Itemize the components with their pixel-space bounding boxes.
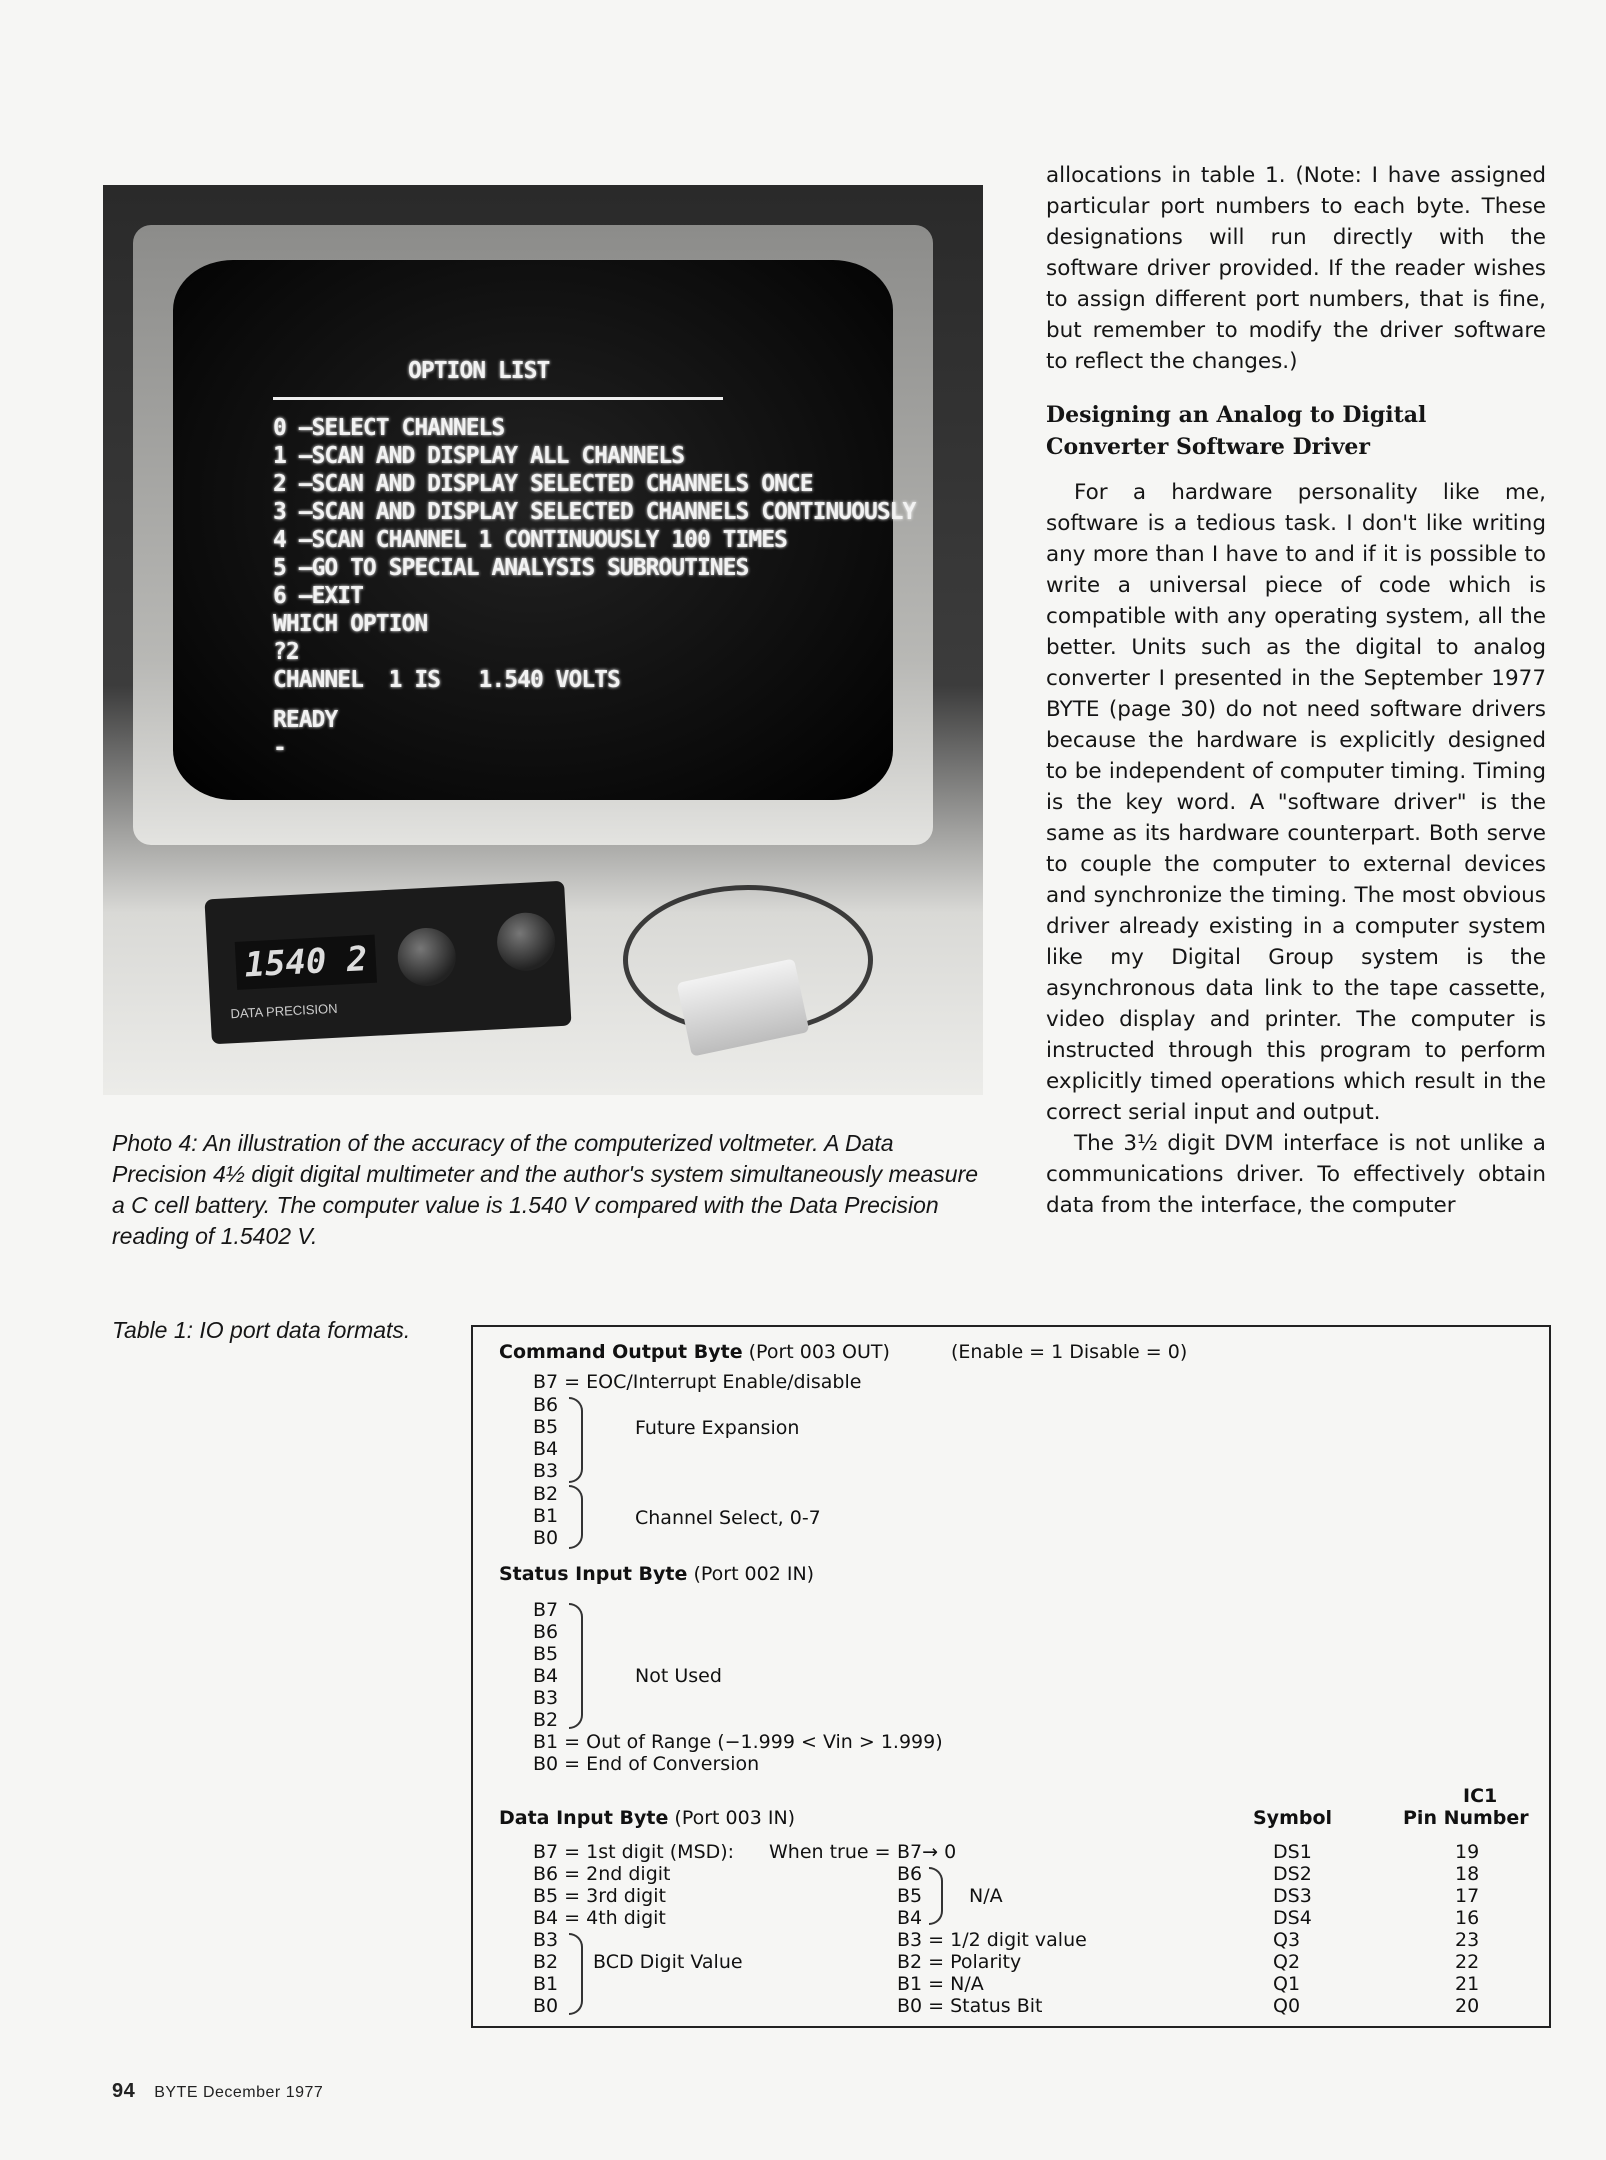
bit-row: B1	[533, 1505, 559, 1527]
publication-line: BYTE December 1977	[154, 2084, 324, 2101]
data-row-left: B3	[533, 1929, 559, 1951]
photo-caption: Photo 4: An illustration of the accuracy of the computerized voltmeter. A Data Precision 4½ digit digital multimeter and the author's system simultaneously measure a C cell battery. The computer value is 1.540 V compared with the Data Precision reading of 1.5402 V.	[112, 1130, 979, 1249]
paragraph: The 3½ digit DVM interface is not unlike a communications driver. To effectively obtain data from the interface, the computer	[1046, 1131, 1546, 1218]
screen-title: OPTION LIST	[408, 358, 550, 384]
group-label: BCD Digit Value	[593, 1951, 743, 1973]
bit-row: B2	[533, 1709, 559, 1731]
data-row-left: B0	[533, 1995, 559, 2017]
data-row-mid: B5	[897, 1885, 923, 1907]
column-header-pin: Pin Number	[1403, 1807, 1529, 1829]
bit-row: B5	[533, 1416, 559, 1438]
symbol-cell: DS1	[1273, 1841, 1312, 1863]
bit-row: B3	[533, 1687, 559, 1709]
symbol-cell: DS3	[1273, 1885, 1312, 1907]
group-label: Future Expansion	[635, 1417, 800, 1439]
dmm-knob	[396, 926, 457, 987]
bit-row: B7 = EOC/Interrupt Enable/disable	[533, 1371, 862, 1393]
brace	[569, 1397, 583, 1483]
bit-row: B4	[533, 1665, 559, 1687]
screen-text	[273, 357, 916, 762]
screen-line: 3 —SCAN AND DISPLAY SELECTED CHANNELS CONTINUOUSLY	[273, 499, 916, 525]
status-byte-title: Status Input Byte (Port 002 IN)	[499, 1563, 815, 1585]
bit-row: B6	[533, 1394, 559, 1416]
data-row-left: B7 = 1st digit (MSD):	[533, 1841, 735, 1863]
paragraph: allocations in table 1. (Note: I have assigned particular port numbers to each byte. These designations will run directly with the software driver provided. If the reader wishes to assign different port numbers, that is fine, but remember to modify the driver software to reflect the changes.)	[1046, 163, 1546, 374]
screen-line: 4 —SCAN CHANNEL 1 CONTINUOUSLY 100 TIMES	[273, 527, 787, 553]
brace	[569, 1485, 583, 1549]
screen-rule	[273, 397, 723, 400]
group-label: Channel Select, 0-7	[635, 1507, 821, 1529]
brace	[569, 1603, 583, 1729]
pin-cell: 18	[1455, 1863, 1480, 1885]
pin-cell: 16	[1455, 1907, 1480, 1929]
table-1	[471, 1325, 1551, 2028]
data-row-left: B4 = 4th digit	[533, 1907, 666, 1929]
symbol-cell: Q2	[1273, 1951, 1301, 1973]
dmm-display: 1540 2	[235, 935, 377, 990]
command-byte-title: Command Output Byte (Port 003 OUT)	[499, 1341, 890, 1363]
group-label: Not Used	[635, 1665, 722, 1687]
dmm-brand: DATA PRECISION	[230, 1000, 338, 1022]
bit-row: B0	[533, 1527, 559, 1549]
bit-row: B3	[533, 1460, 559, 1482]
data-row-left: B2	[533, 1951, 559, 1973]
dmm-knob	[496, 911, 557, 972]
paragraph: For a hardware personality like me, software is a tedious task. I don't like writing any more than I have to and if it is possible to write a universal piece of code which is compatible with any operating system, all the better. Units such as the digital to analog converter I presented in the September 1977 BYTE (page 30) do not need software drivers because the hardware is explicitly designed to be independent of computer timing. Timing is the key word. A "software driver" is the same as its hardware counterpart. Both serve to couple the computer to external devices and synchronize the timing. The most obvious driver already existing in a computer system like my Digital Group system is the asynchronous data link to the tape cassette, video display and printer. The computer is instructed through this program to perform explicitly timed operations which result in the correct serial input and output.	[1046, 480, 1546, 1125]
screen-line: WHICH OPTION	[273, 611, 428, 637]
screen-line: 1 —SCAN AND DISPLAY ALL CHANNELS	[273, 443, 685, 469]
data-row-left: B6 = 2nd digit	[533, 1863, 671, 1885]
symbol-cell: Q0	[1273, 1995, 1301, 2017]
bit-row: B4	[533, 1438, 559, 1460]
bit-row: B2	[533, 1483, 559, 1505]
page-footer	[112, 2080, 323, 2103]
symbol-cell: Q1	[1273, 1973, 1301, 1995]
data-row-mid: B4	[897, 1907, 923, 1929]
screen-line: 0 —SELECT CHANNELS	[273, 415, 505, 441]
brace	[569, 1933, 583, 2015]
symbol-cell: Q3	[1273, 1929, 1301, 1951]
bit-row: B1 = Out of Range (−1.999 < Vin > 1.999)	[533, 1731, 943, 1753]
data-row-left: B5 = 3rd digit	[533, 1885, 666, 1907]
page-number: 94	[112, 2080, 136, 2102]
screen-cursor: -	[273, 735, 286, 761]
data-row-left: B1	[533, 1973, 559, 1995]
table-label: Table 1: IO port data formats.	[112, 1317, 411, 1343]
bit-row: B0 = End of Conversion	[533, 1753, 760, 1775]
data-row-mid: B1 = N/A	[897, 1973, 984, 1995]
pin-cell: 21	[1455, 1973, 1480, 1995]
body-text-column	[1046, 160, 1546, 1221]
bit-row: B5	[533, 1643, 559, 1665]
data-row-mid: B2 = Polarity	[897, 1951, 1022, 1973]
column-header-ic1: IC1	[1463, 1785, 1498, 1807]
photo-4	[103, 185, 983, 1095]
enable-note: (Enable = 1 Disable = 0)	[951, 1341, 1188, 1363]
screen-line: 5 —GO TO SPECIAL ANALYSIS SUBROUTINES	[273, 555, 749, 581]
data-row-mid: B6	[897, 1863, 923, 1885]
pin-cell: 20	[1455, 1995, 1480, 2017]
screen-line: ?2	[273, 639, 299, 665]
pin-cell: 19	[1455, 1841, 1480, 1863]
pin-cell: 22	[1455, 1951, 1480, 1973]
screen-line: 6 —EXIT	[273, 583, 363, 609]
group-label: N/A	[969, 1885, 1003, 1907]
digital-multimeter	[204, 881, 571, 1045]
when-true-label: When true =	[769, 1841, 891, 1863]
data-row-mid: B7→ 0	[897, 1841, 957, 1863]
pin-cell: 17	[1455, 1885, 1480, 1907]
screen-ready: READY	[273, 707, 338, 733]
column-header-symbol: Symbol	[1253, 1807, 1333, 1829]
screen-line: CHANNEL 1 IS 1.540 VOLTS	[273, 667, 620, 693]
screen-line: 2 —SCAN AND DISPLAY SELECTED CHANNELS ONCE	[273, 471, 813, 497]
symbol-cell: DS2	[1273, 1863, 1312, 1885]
data-row-mid: B3 = 1/2 digit value	[897, 1929, 1087, 1951]
data-row-mid: B0 = Status Bit	[897, 1995, 1043, 2017]
bit-row: B6	[533, 1621, 559, 1643]
brace	[929, 1867, 943, 1925]
bit-row: B7	[533, 1599, 559, 1621]
pin-cell: 23	[1455, 1929, 1480, 1951]
section-heading: Designing an Analog to Digital Converter Software Driver	[1046, 402, 1427, 460]
data-byte-title: Data Input Byte (Port 003 IN)	[499, 1807, 796, 1829]
symbol-cell: DS4	[1273, 1907, 1312, 1929]
